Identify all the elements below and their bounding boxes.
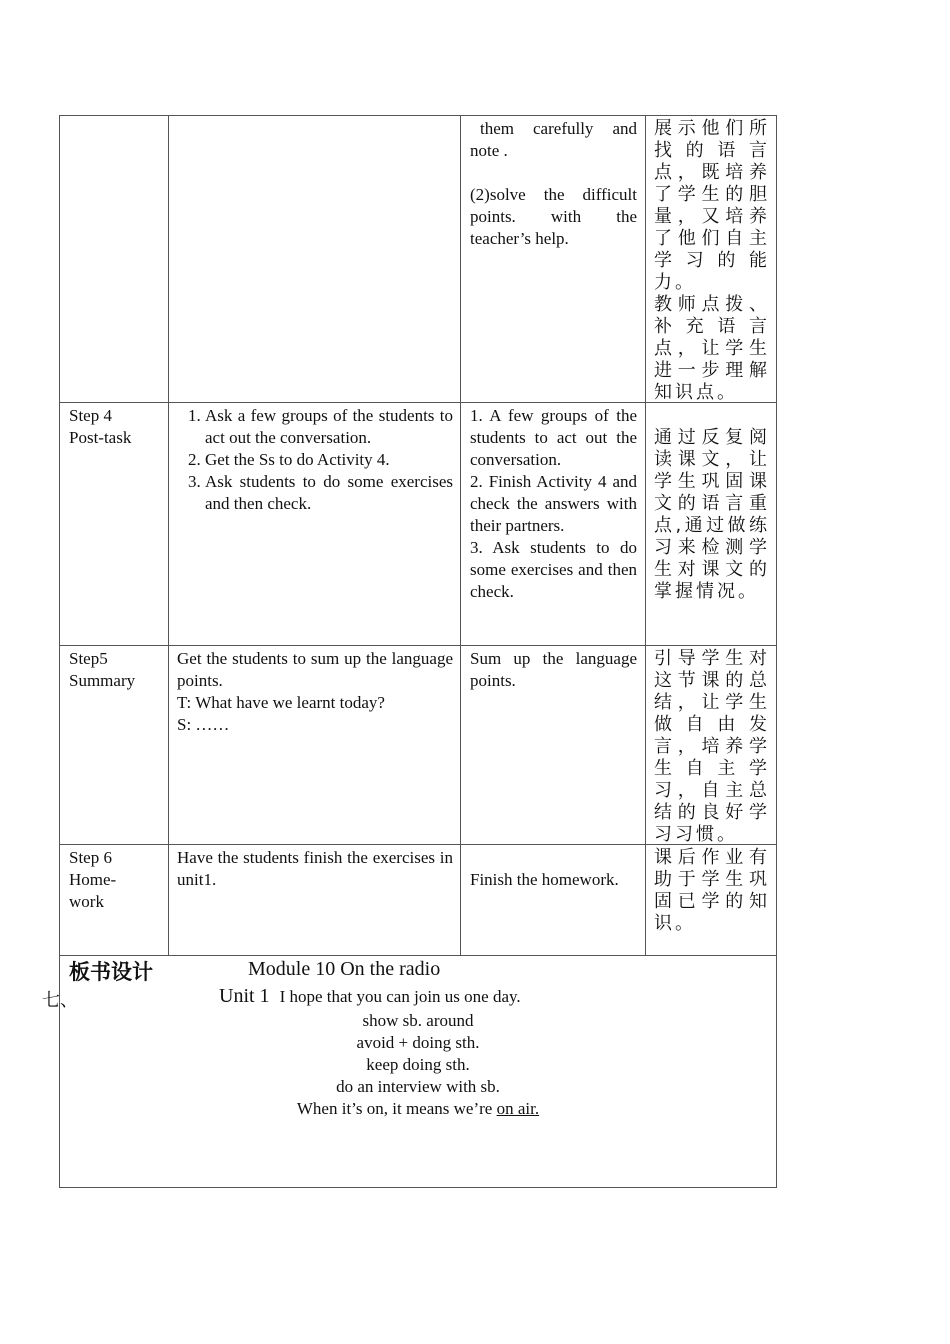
board-line: show sb. around — [362, 1011, 474, 1030]
column-divider-2 — [460, 115, 461, 956]
step6-label: Step 6 Home- work — [69, 848, 117, 911]
column-divider-1 — [168, 115, 169, 956]
step5-student-activity: Sum up the language points. — [470, 649, 637, 690]
step4-teacher-activity — [177, 405, 453, 515]
unit-title — [219, 985, 521, 1008]
list-item: 1. Ask a few groups of the students to act out the conversation. — [205, 405, 453, 449]
board-line: avoid + doing sth. — [356, 1033, 480, 1052]
underlined-phrase: on air. — [496, 1099, 540, 1118]
table-border-bottom — [59, 1187, 777, 1188]
unit-sentence: I hope that you can join us one day. — [279, 987, 521, 1006]
module-title: Module 10 On the radio — [248, 958, 441, 980]
table-border-right — [776, 115, 777, 1188]
board-line: do an interview with sb. — [336, 1077, 500, 1096]
section-number: 七、 — [42, 990, 78, 1011]
board-design-title: 板书设计 — [69, 960, 153, 984]
step4-purpose: 通过反复阅读课文，让学生巩固课文的语言重点,通过做练习来检测学生对课文的掌握情况。 — [654, 427, 770, 602]
step4-student-activity: 1. A few groups of the students to act out the conversation. 2. Finish Activity 4 and check the answers with their partners. 3. Ask students to do some exercises and then check. — [470, 406, 637, 601]
board-line-last: When it’s on, it means we’re on air. — [296, 1099, 540, 1118]
step5-purpose: 引导学生对这节课的总结，让学生做自由发言，培养学生自主学习，自主总结的良好学习习惯。 — [654, 648, 770, 845]
step6-student-activity: Finish the homework. — [470, 870, 619, 889]
step5-teacher-activity: Get the students to sum up the language points. T: What have we learnt today? S: …… — [177, 649, 453, 734]
unit-label: Unit 1 — [219, 985, 270, 1007]
row1-purpose: 展示他们所找的语言点，既培养了学生的胆量，又培养了他们自主学习的能力。 教师点拨、补充语言点，让学生进一步理解知识点。 — [654, 118, 770, 403]
step4-label: Step 4 Post-task — [69, 406, 132, 447]
table-border-top — [59, 115, 777, 116]
row-divider-4 — [59, 955, 777, 956]
column-divider-3 — [645, 115, 646, 956]
step5-label: Step5 Summary — [69, 649, 136, 690]
list-item: 2. Get the Ss to do Activity 4. — [205, 449, 453, 471]
row-divider-2 — [59, 645, 777, 646]
step6-purpose: 课后作业有助于学生巩固已学的知识。 — [654, 847, 770, 934]
row1-student-activity: them carefully and note . (2)solve the difficult points. with the teacher’s help. — [470, 119, 637, 248]
board-line: keep doing sth. — [366, 1055, 470, 1074]
step6-teacher-activity: Have the students finish the exercises in unit1. — [177, 848, 453, 889]
list-item: 3. Ask students to do some exercises and then check. — [205, 471, 453, 515]
